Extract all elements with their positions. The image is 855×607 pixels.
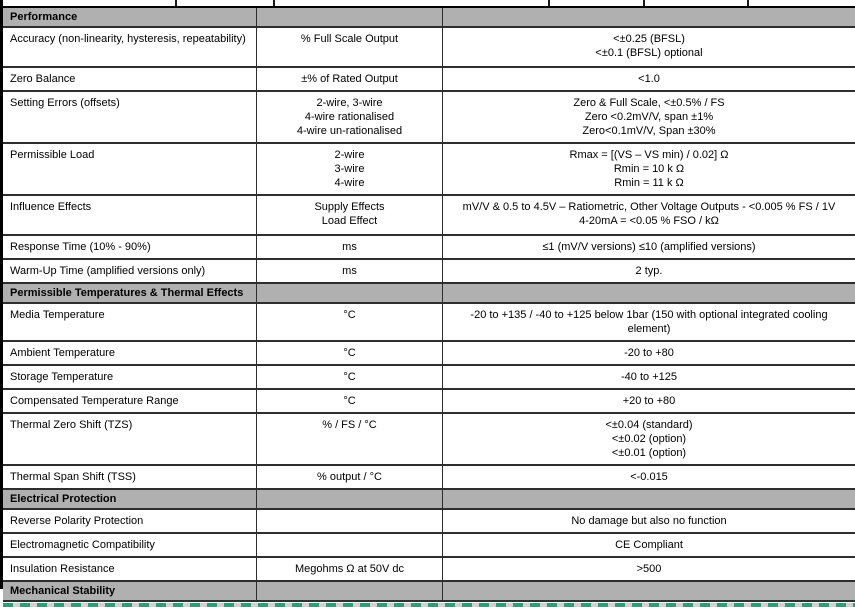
value-line: <±0.02 (option) [611, 433, 687, 445]
column-divider [643, 0, 645, 6]
value-line: Rmax = [(VS – VS min) / 0.02] Ω [569, 149, 729, 161]
section-header-spacer [443, 8, 855, 26]
section-header-spacer [443, 582, 855, 600]
value-cell [443, 260, 855, 282]
unit-line: °C [343, 347, 356, 359]
unit-line: Supply Effects [314, 201, 385, 213]
value-line: <-0.015 [630, 471, 668, 483]
value-cell [443, 144, 855, 194]
section-header-spacer [443, 490, 855, 508]
table-row [3, 68, 855, 92]
value-line: -20 to +80 [624, 347, 674, 359]
unit-line: 4-wire rationalised [304, 111, 395, 123]
section-title: Permissible Temperatures & Thermal Effects [3, 284, 257, 302]
value-cell [443, 68, 855, 90]
unit-cell [257, 68, 443, 90]
value-line: Zero <0.2mV/V, span ±1% [584, 111, 714, 123]
section-header-mechanical-stability [3, 582, 855, 602]
column-divider [273, 0, 275, 6]
param-label: Permissible Load [3, 144, 257, 194]
table-row [3, 466, 855, 490]
value-cell [443, 534, 855, 556]
table-row [3, 196, 855, 236]
section-title: Mechanical Stability [3, 582, 257, 600]
table-row [3, 236, 855, 260]
unit-cell [257, 414, 443, 464]
unit-line: °C [343, 371, 356, 383]
value-line: +20 to +80 [622, 395, 676, 407]
param-label: Thermal Zero Shift (TZS) [3, 414, 257, 464]
section-header-spacer [257, 582, 443, 600]
spec-table [3, 8, 855, 602]
param-label: Reverse Polarity Protection [3, 510, 257, 532]
value-cell [443, 28, 855, 66]
param-label: Setting Errors (offsets) [3, 92, 257, 142]
table-row [3, 390, 855, 414]
unit-cell [257, 196, 443, 234]
value-line: <±0.04 (standard) [605, 419, 693, 431]
value-cell [443, 414, 855, 464]
unit-line: 4-wire [334, 177, 365, 189]
value-cell [443, 304, 855, 340]
section-title: Performance [3, 8, 257, 26]
unit-line: ms [342, 265, 357, 277]
unit-line: % Full Scale Output [300, 33, 399, 45]
table-row [3, 304, 855, 342]
value-line: -40 to +125 [621, 371, 677, 383]
value-cell [443, 236, 855, 258]
value-line: 4-20mA = <0.05 % FSO / kΩ [579, 215, 719, 227]
section-header-electrical-protection [3, 490, 855, 510]
unit-cell [257, 510, 443, 532]
unit-line: ±% of Rated Output [301, 73, 398, 85]
value-cell [443, 466, 855, 488]
unit-line: 2-wire [334, 149, 365, 161]
table-row [3, 92, 855, 144]
section-header-performance [3, 8, 855, 28]
value-cell [443, 92, 855, 142]
previous-table-fragment [3, 0, 855, 8]
param-label: Warm-Up Time (amplified versions only) [3, 260, 257, 282]
unit-line: °C [343, 395, 356, 407]
unit-cell [257, 534, 443, 556]
unit-line: Megohms Ω at 50V dc [294, 563, 405, 575]
unit-cell [257, 92, 443, 142]
value-line: ≤1 (mV/V versions) ≤10 (amplified versions) [542, 241, 756, 253]
value-line: Zero & Full Scale, <±0.5% / FS [573, 97, 725, 109]
column-divider [747, 0, 749, 6]
unit-cell [257, 260, 443, 282]
value-cell [443, 366, 855, 388]
param-label: Media Temperature [3, 304, 257, 340]
value-line: >500 [636, 563, 662, 575]
param-label: Storage Temperature [3, 366, 257, 388]
table-row [3, 414, 855, 466]
unit-line: 2-wire, 3-wire [316, 97, 383, 109]
param-label: Compensated Temperature Range [3, 390, 257, 412]
table-row [3, 534, 855, 558]
section-title: Electrical Protection [3, 490, 257, 508]
value-cell [443, 196, 855, 234]
param-label: Response Time (10% - 90%) [3, 236, 257, 258]
section-header-permissible-temperatures-thermal-effects [3, 284, 855, 304]
param-label: Ambient Temperature [3, 342, 257, 364]
section-header-spacer [257, 490, 443, 508]
unit-line: 3-wire [334, 163, 365, 175]
value-line: -20 to +135 / -40 to +125 below 1bar (150 with optional integrated cooling element) [470, 309, 828, 335]
value-line: <±0.1 (BFSL) optional [595, 47, 703, 59]
param-label: Influence Effects [3, 196, 257, 234]
value-cell [443, 342, 855, 364]
unit-line: % / FS / °C [322, 419, 377, 431]
unit-line: % output / °C [317, 471, 382, 483]
value-line: Rmin = 10 k Ω [613, 163, 685, 175]
value-cell [443, 510, 855, 532]
unit-cell [257, 342, 443, 364]
table-row [3, 342, 855, 366]
table-row [3, 510, 855, 534]
value-line: Rmin = 11 k Ω [614, 177, 684, 189]
value-line: No damage but also no function [571, 515, 727, 527]
unit-cell [257, 390, 443, 412]
value-cell [443, 390, 855, 412]
table-row [3, 260, 855, 284]
unit-cell [257, 558, 443, 580]
section-header-spacer [443, 284, 855, 302]
value-line: Zero<0.1mV/V, Span ±30% [582, 125, 716, 137]
param-label: Accuracy (non-linearity, hysteresis, repeatability) [3, 28, 257, 66]
unit-cell [257, 366, 443, 388]
value-cell [443, 558, 855, 580]
value-line: CE Compliant [615, 539, 683, 551]
table-row [3, 28, 855, 68]
value-line: <±0.01 (option) [611, 447, 687, 459]
unit-cell [257, 466, 443, 488]
unit-line: °C [343, 309, 356, 321]
value-line: <1.0 [638, 73, 660, 85]
unit-cell [257, 28, 443, 66]
page-break-dashed-border [3, 603, 855, 607]
unit-cell [257, 236, 443, 258]
value-line: mV/V & 0.5 to 4.5V – Ratiometric, Other Voltage Outputs - <0.005 % FS / 1V [462, 201, 836, 213]
value-line: 2 typ. [635, 265, 663, 277]
column-divider [548, 0, 550, 6]
section-header-spacer [257, 284, 443, 302]
section-header-spacer [257, 8, 443, 26]
unit-cell [257, 144, 443, 194]
column-divider [175, 0, 177, 6]
table-row [3, 558, 855, 582]
table-row [3, 366, 855, 390]
unit-line: ms [342, 241, 357, 253]
unit-cell [257, 304, 443, 340]
unit-line: 4-wire un-rationalised [296, 125, 403, 137]
param-label: Zero Balance [3, 68, 257, 90]
param-label: Thermal Span Shift (TSS) [3, 466, 257, 488]
param-label: Electromagnetic Compatibility [3, 534, 257, 556]
table-row [3, 144, 855, 196]
param-label: Insulation Resistance [3, 558, 257, 580]
value-line: <±0.25 (BFSL) [613, 33, 685, 45]
unit-line: Load Effect [321, 215, 378, 227]
